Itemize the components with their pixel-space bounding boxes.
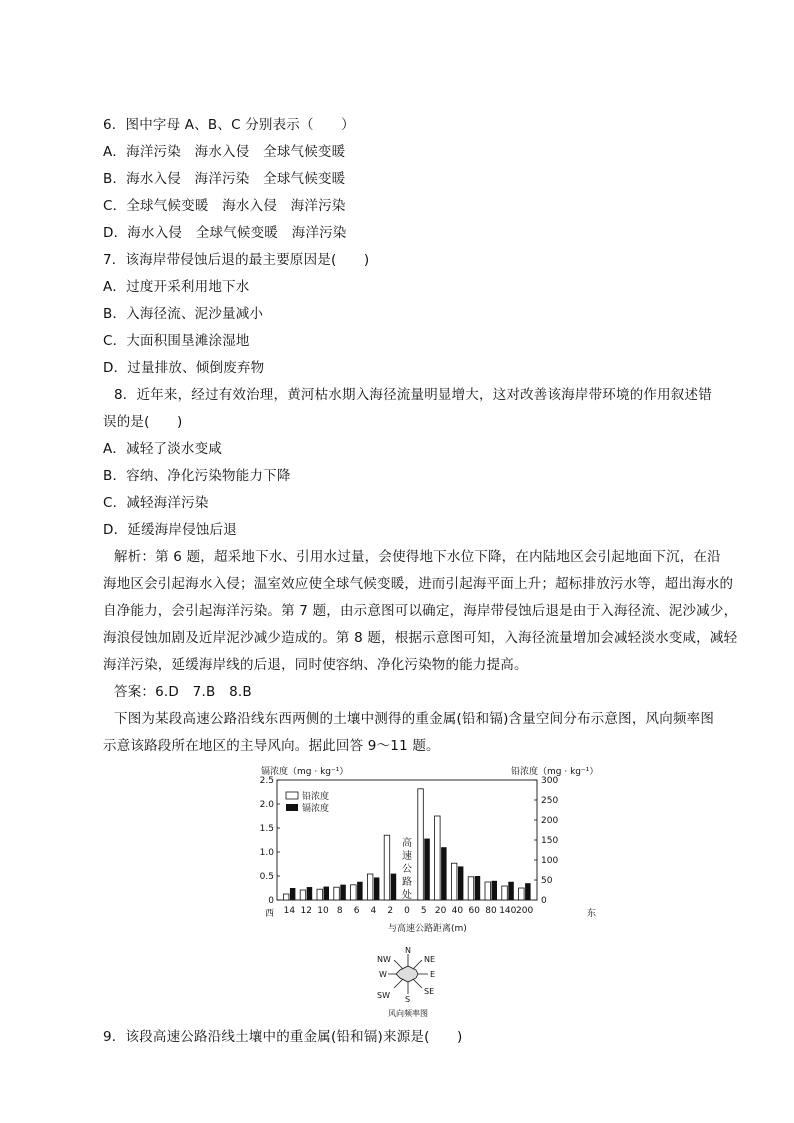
bar-lead-e80 [485,882,491,900]
wind-dir-sw: SW [377,991,390,1000]
bar-lead-w12 [300,890,306,900]
bar-cadmium-e80 [492,881,498,900]
x-tick-label: 10 [317,906,329,916]
q7-option-d: D．过量排放、倾倒废弃物 [103,360,265,376]
intro-line-2: 示意该路段所在地区的主导风向。据此回答 9～11 题。 [103,738,440,754]
x-tick-label: 140 [499,906,517,916]
bar-lead-w14 [283,894,289,900]
q6-option-c: C．全球气候变暖 海水入侵 海洋污染 [103,198,346,214]
left-tick-label: 1.0 [259,848,274,858]
bar-cadmium-w8 [340,885,346,900]
x-axis-label: 与高速公路距离(m) [388,924,467,934]
right-tick-label: 250 [541,796,559,806]
right-tick-label: 100 [541,856,559,866]
q8-stem-line1: 8．近年来，经过有效治理，黄河枯水期入海径流量明显增大，这对改善该海岸带环境的作用叙述错 [114,387,712,403]
left-tick-label: 1.5 [259,824,274,834]
left-tick-label: 0 [268,896,274,906]
bar-cadmium-w2 [391,874,397,900]
left-tick-label: 2.5 [259,776,274,786]
wind-frequency-polygon [396,966,418,982]
bar-cadmium-w6 [357,882,363,900]
answer: 答案：6.D 7.B 8.B [114,684,252,700]
x-tick-label: 14 [283,906,296,916]
x-tick-label: 6 [353,906,360,916]
analysis-line-4: 海浪侵蚀加剧及近岸泥沙减少造成的。第 8 题，根据示意图可知，入海径流量增加会减轻淡水变咸，减轻 [103,630,738,646]
right-tick-label: 50 [541,876,553,886]
x-tick-label: 2 [387,906,394,916]
q6-option-d: D．海水入侵 全球气候变暖 海洋污染 [103,225,347,241]
q8-option-a: A．减轻了淡水变咸 [103,441,223,457]
q7-option-c: C．大面积围垦滩涂湿地 [103,333,250,349]
bar-lead-w8 [334,887,340,900]
wind-dir-se: SE [424,987,435,996]
bar-cadmium-e20 [441,847,447,900]
x-tick-label: 40 [451,906,464,916]
x-tick-label: 12 [300,906,312,916]
left-axis-label: 镉浓度（mg · kg⁻¹） [261,767,349,777]
q7-option-b: B．入海径流、泥沙量减小 [103,306,264,322]
x-tick-label: 4 [370,906,377,916]
bar-lead-w4 [367,874,373,900]
analysis-line-2: 海地区会引起海水入侵；温室效应使全球气候变暖，进而引起海平面上升；超标排放污水等，超出海水的 [103,576,734,592]
q7-stem: 7．该海岸带侵蚀后退的最主要原因是( ) [103,252,370,268]
q8-option-c: C．减轻海洋污染 [103,495,209,511]
road-label: 高速公路处 [402,838,412,901]
x-tick-label-center: 0 [404,906,410,916]
west-label: 西 [265,909,275,919]
wind-dir-w: W [379,970,387,979]
left-tick-label: 0.5 [259,872,274,882]
east-label: 东 [587,909,597,919]
bar-cadmium-w12 [307,887,313,900]
legend-label-cadmium: 镉浓度 [302,804,330,814]
right-tick-label: 150 [541,836,559,846]
q6-option-a: A．海洋污染 海水入侵 全球气候变暖 [103,144,346,160]
bar-cadmium-e60 [475,876,481,900]
bar-lead-w2 [384,835,390,900]
bar-cadmium-e5 [424,839,430,900]
right-tick-label: 0 [541,896,547,906]
analysis-line-3: 自净能力，会引起海洋污染。第 7 题，由示意图可以确定，海岸带侵蚀后退是由于入海径流、泥沙减少， [103,603,738,619]
q8-stem-line2: 误的是( ) [103,414,183,430]
x-tick-label: 60 [468,906,480,916]
bar-cadmium-w4 [374,877,380,900]
wind-rose-title: 风向频率图 [388,1009,428,1018]
x-tick-label: 20 [434,906,447,916]
x-tick-label: 8 [336,906,343,916]
bar-lead-e20 [435,816,441,900]
legend-swatch-cadmium [286,804,298,811]
wind-dir-ne: NE [424,955,436,964]
bar-cadmium-e40 [458,866,464,900]
wind-dir-n: N [405,946,411,955]
wind-dir-s: S [405,995,411,1004]
bar-cadmium-w14 [290,888,296,900]
x-tick-label: 5 [420,906,427,916]
q6-stem: 6．图中字母 A、B、C 分别表示（ ） [103,117,355,133]
intro-line-1: 下图为某段高速公路沿线东西两侧的土壤中测得的重金属(铅和镉)含量空间分布示意图，风向频率图 [114,711,715,727]
bar-lead-w6 [351,885,357,900]
left-tick-label: 2.0 [259,800,274,810]
analysis-line-5: 海洋污染，延缓海岸线的后退，同时使容纳、净化污染物的能力提高。 [103,657,528,673]
heavy-metal-bar-chart [255,760,615,938]
wind-rose [368,946,448,1022]
x-tick-label: 80 [485,906,497,916]
bar-lead-e200 [519,888,525,900]
wind-dir-e: E [430,970,436,979]
q6-option-b: B．海水入侵 海洋污染 全球气候变暖 [103,171,346,187]
bar-lead-e5 [418,789,424,900]
bar-lead-e60 [468,877,474,900]
right-tick-label: 200 [541,816,559,826]
bar-lead-e40 [451,863,457,900]
legend-label-lead: 铅浓度 [302,792,330,802]
bar-lead-e140 [502,886,508,900]
bar-cadmium-w10 [324,887,330,900]
bar-cadmium-e200 [525,883,531,900]
legend-swatch-lead [286,792,298,799]
right-tick-label: 300 [541,776,559,786]
x-tick-label: 200 [516,906,534,916]
wind-dir-nw: NW [377,955,391,964]
right-axis-label: 铅浓度（mg · kg⁻¹） [511,767,599,777]
bar-lead-w10 [317,889,323,900]
q7-option-a: A．过度开采利用地下水 [103,279,250,295]
analysis-line-1: 解析：第 6 题，超采地下水、引用水过量，会使得地下水位下降，在内陆地区会引起地面下沉，在沿 [114,549,721,565]
q8-option-b: B．容纳、净化污染物能力下降 [103,468,291,484]
q9-stem: 9．该段高速公路沿线土壤中的重金属(铅和镉)来源是( ) [103,1029,463,1045]
bar-cadmium-e140 [508,882,514,900]
q8-option-d: D．延缓海岸侵蚀后退 [103,522,237,538]
